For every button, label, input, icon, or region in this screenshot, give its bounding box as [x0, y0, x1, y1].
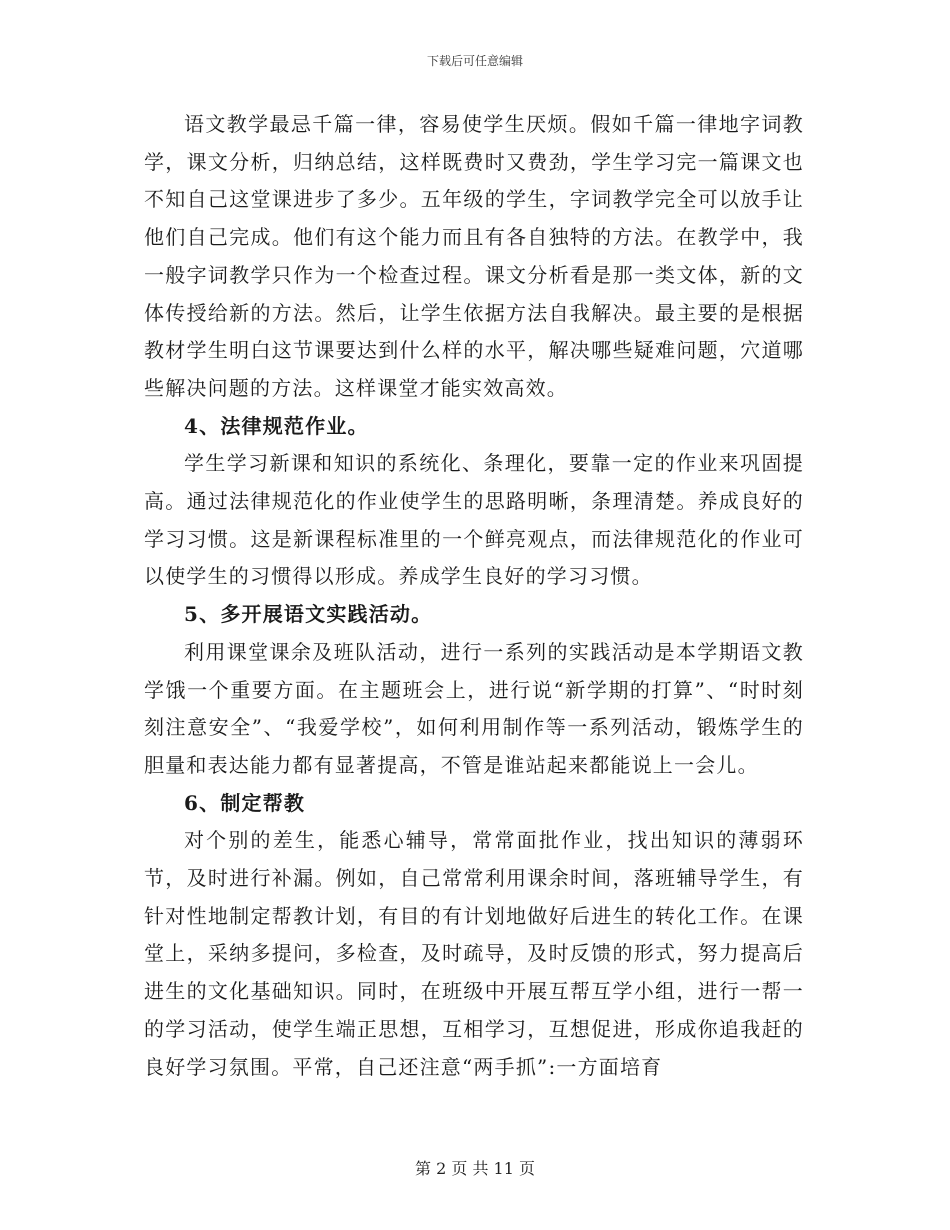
- paragraph-practice-activities: 利用课堂课余及班队活动，进行一系列的实践活动是本学期语文教学饿一个重要方面。在主题班会上，进行说“新学期的打算”、“时时刻刻注意安全”、“我爱学校”，如何利用制作等一系列活动，锻炼学生的胆量和表达能力都有显著提高，不管是谁站起来都能说上一会儿。: [144, 639, 804, 777]
- paragraph-tutoring: 对个别的差生，能悉心辅导，常常面批作业，找出知识的薄弱环节，及时进行补漏。例如，自己常常利用课余时间，落班辅导学生，有针对性地制定帮教计划，有目的有计划地做好后进生的转化工作。在课堂上，采纳多提问，多检查，及时疏导，及时反馈的形式，努力提高后进生的文化基础知识。同时，在班级中开展互帮互学小组，进行一帮一的学习活动，使学生端正思想，互相学习，互想促进，形成你追我赶的良好学习氛围。平常，自己还注意“两手抓”:一方面培育: [144, 828, 804, 1079]
- document-body: [144, 106, 804, 1086]
- paragraph-homework: 学生学习新课和知识的系统化、条理化，要靠一定的作业来巩固提高。通过法律规范化的作业使学生的思路明晰，条理清楚。养成良好的学习习惯。这是新课程标准里的一个鲜亮观点，而法律规范化的作业可以使学生的习惯得以形成。养成学生良好的学习习惯。: [144, 451, 804, 589]
- section-heading-tutoring: 6、制定帮教: [184, 790, 306, 815]
- paragraph-teaching-method: 语文教学最忌千篇一律，容易使学生厌烦。假如千篇一律地字词教学，课文分析，归纳总结，这样既费时又费劲，学生学习完一篇课文也不知自己这堂课进步了多少。五年级的学生，字词教学完全可以放手让他们自己完成。他们有这个能力而且有各自独特的方法。在教学中，我一般字词教学只作为一个检查过程。课文分析看是那一类文体，新的文体传授给新的方法。然后，让学生依据方法自我解决。最主要的是根据教材学生明白这节课要达到什么样的水平，解决哪些疑难问题，穴道哪些解决问题的方法。这样课堂才能实效高效。: [144, 112, 804, 400]
- page-header: 下载后可任意编辑: [426, 54, 523, 68]
- page-number: 第 2 页 共 11 页: [415, 1159, 535, 1178]
- section-heading-homework: 4、法律规范作业。: [184, 413, 369, 438]
- section-heading-practice-activities: 5、多开展语文实践活动。: [184, 602, 433, 627]
